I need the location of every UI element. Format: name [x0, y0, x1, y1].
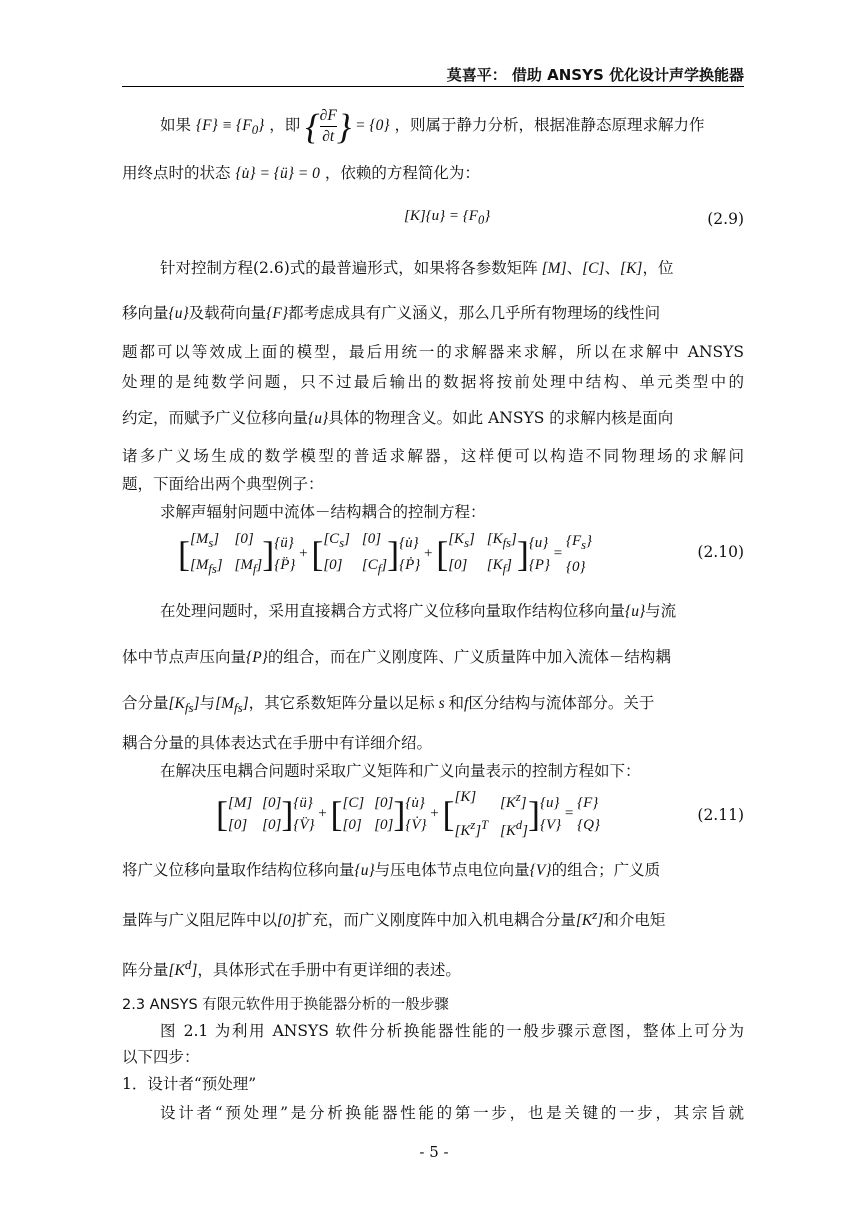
- p2-text: ，位: [642, 259, 674, 277]
- p6-text: ，具体形式在手册中有更详细的表述。: [197, 961, 461, 980]
- p4-text: 体中节点声压向量: [122, 648, 247, 666]
- p6-text: 阵分量: [122, 961, 169, 980]
- p5-line1: 在解决压电耦合问题时采取广义矩阵和广义向量表示的控制方程如下：: [160, 762, 641, 780]
- p6-text: 将广义位移向量取作结构位移向量: [122, 861, 355, 879]
- equation-2-10-number: (2.10): [697, 543, 744, 561]
- p6-text: 的组合；广义质: [551, 861, 661, 879]
- p3-line1: 求解声辐射问题中流体－结构耦合的控制方程：: [160, 503, 486, 521]
- p2-line6: 诸多广义场生成的数学模型的普适求解器，这样便可以构造不同物理场的求解问: [122, 447, 744, 465]
- section-heading: 2.3 ANSYS 有限元软件用于换能器分析的一般步骤: [122, 997, 449, 1013]
- running-header: 莫喜平： 借助 ANSYS 优化设计声学换能器: [446, 66, 744, 84]
- p4-text: ，其它系数矩阵分量以足标: [248, 694, 435, 712]
- p4-text: 与流: [645, 602, 677, 620]
- p4-line3: 合分量$[K_{fs}]$与$[M_{fs}]$，其它系数矩阵分量以足标 s 和f区分结构与流体部分。关于: [122, 694, 655, 716]
- p7-line2: 以下四步：: [122, 1048, 200, 1066]
- matrix-K: [K]: [620, 260, 643, 277]
- p6-text: 和介电矩: [603, 911, 666, 930]
- p4-text: 和: [448, 694, 464, 712]
- vector-u: {u}: [308, 410, 329, 427]
- formula-F-equiv-F0: $\{F\} \equiv \{F_0\}$: [195, 117, 265, 138]
- header-rule: [122, 86, 744, 87]
- equation-2-9: $[K]\{u\} = \{F_0\}$: [404, 208, 491, 227]
- p2-line5: [122, 408, 744, 429]
- matrix-Kd: $[K^d]$: [168, 957, 198, 980]
- vector-F: {F}: [266, 305, 289, 322]
- p2-text: 移向量: [122, 304, 169, 322]
- formula-udot-zero: {u̇} = {ü} = 0: [235, 165, 320, 182]
- p6-line3: [122, 955, 744, 981]
- p1-line2: [122, 163, 744, 184]
- vector-u: {u}: [168, 305, 189, 322]
- matrix-zero: [0]: [277, 912, 297, 930]
- p4-line4: 耦合分量的具体表达式在手册中有详细介绍。: [122, 734, 433, 752]
- p4-line1: [160, 601, 744, 622]
- p4-line2: [122, 647, 744, 668]
- equation-2-9-number: (2.9): [707, 210, 744, 228]
- p2-line2: [122, 303, 744, 324]
- matrix-Kfs: $[K_{fs}]$: [168, 695, 200, 716]
- p2-text: 及载荷向量: [188, 304, 267, 322]
- vector-P: {P}: [246, 649, 268, 666]
- p4-text: 的组合，而在广义刚度阵、广义质量阵中加入流体－结构耦: [267, 648, 671, 666]
- p1-text-d: 用终点时的状态: [122, 164, 231, 182]
- p6-line1: [122, 860, 744, 881]
- p2-text: 约定，而赋予广义位移向量: [122, 409, 309, 427]
- matrix-Kz: $[K^z]$: [575, 907, 604, 930]
- equation-2-10: [ $[M_s]$ [0] $[M_{fs}]$ $[M_f]$ ] {ü} {P̈} + [ $[C_s]$ [0] [0] $[C_f]$ ] {u̇} {Ṗ} + [ $[K_s]$ $[K_{fs}]$ [0] $[K_f]$ ] {u} {P} = $\{F_s\}$ {0}: [178, 531, 592, 576]
- p1-text-e: ，依赖的方程简化为：: [324, 164, 480, 182]
- p2-text: 都考虑成具有广义涵义，那么几乎所有物理场的线性问: [288, 304, 661, 322]
- matrix-M: [M]: [537, 260, 567, 277]
- p2-line7: 题，下面给出两个典型例子：: [122, 475, 324, 493]
- p6-text: 与压电体节点电位向量: [374, 861, 530, 879]
- equation-2-11: [ [M] [0] [0] [0] ] {ü} {V̈} + [ [C] [0] [0] [0] ] {u̇} {V̇} + [ [K] $[K^z]$ $[K^z]^T$ $[K^d]$ ] {u} {V} = {F} {Q}: [216, 789, 600, 839]
- p1-text-a: 如果: [160, 116, 192, 135]
- p1-text-c: ，则属于静力分析，根据准静态原理求解力作: [394, 116, 705, 135]
- p8-line1: 设计者“预处理”是分析换能器性能的第一步，也是关键的一步，其宗旨就: [160, 1104, 744, 1122]
- p1-line1: [160, 106, 744, 147]
- p1-text-b: ，即: [269, 116, 301, 135]
- matrix-C: [C]: [582, 260, 605, 277]
- p6-text: 量阵与广义阻尼阵中以: [122, 911, 278, 930]
- equation-2-11-number: (2.11): [697, 806, 744, 824]
- p2-text: 具体的物理含义。如此 ANSYS 的求解内核是面向: [328, 409, 674, 427]
- p4-text: 在处理问题时，采用直接耦合方式将广义位移向量取作结构位移向量: [160, 602, 626, 620]
- page-number: - 5 -: [419, 1143, 449, 1161]
- matrix-Mfs: $[M_{fs}]$: [215, 695, 249, 716]
- p6-line2: [122, 905, 744, 931]
- p2-sep: 、: [566, 259, 583, 277]
- formula-dF-dt-zero: { $\frac{\partial F}{\partial t}$ } = {0}: [305, 106, 390, 147]
- p2-line4: 处理的是纯数学问题，只不过最后输出的数据将按前处理中结构、单元类型中的: [122, 373, 744, 391]
- vector-V: {V}: [529, 862, 552, 879]
- p2-sep: 、: [604, 259, 621, 277]
- p2-line1: [160, 258, 744, 279]
- step-1-heading: 1．设计者“预处理”: [122, 1075, 257, 1093]
- p4-text: 区分结构与流体部分。关于: [468, 694, 655, 712]
- p7-line1: 图 2.1 为利用 ANSYS 软件分析换能器性能的一般步骤示意图，整体上可分为: [160, 1022, 744, 1040]
- vector-u: {u}: [625, 603, 646, 620]
- p4-text: 与: [199, 694, 216, 712]
- p2-text: 针对控制方程(2.6)式的最普遍形式，如果将各参数矩阵: [160, 259, 538, 277]
- vector-u: {u}: [354, 862, 375, 879]
- p4-text: 合分量: [122, 694, 169, 712]
- p2-line3: 题都可以等效成上面的模型，最后用统一的求解器来求解，所以在求解中 ANSYS: [122, 343, 744, 361]
- p6-text: 扩充，而广义刚度阵中加入机电耦合分量: [296, 911, 576, 930]
